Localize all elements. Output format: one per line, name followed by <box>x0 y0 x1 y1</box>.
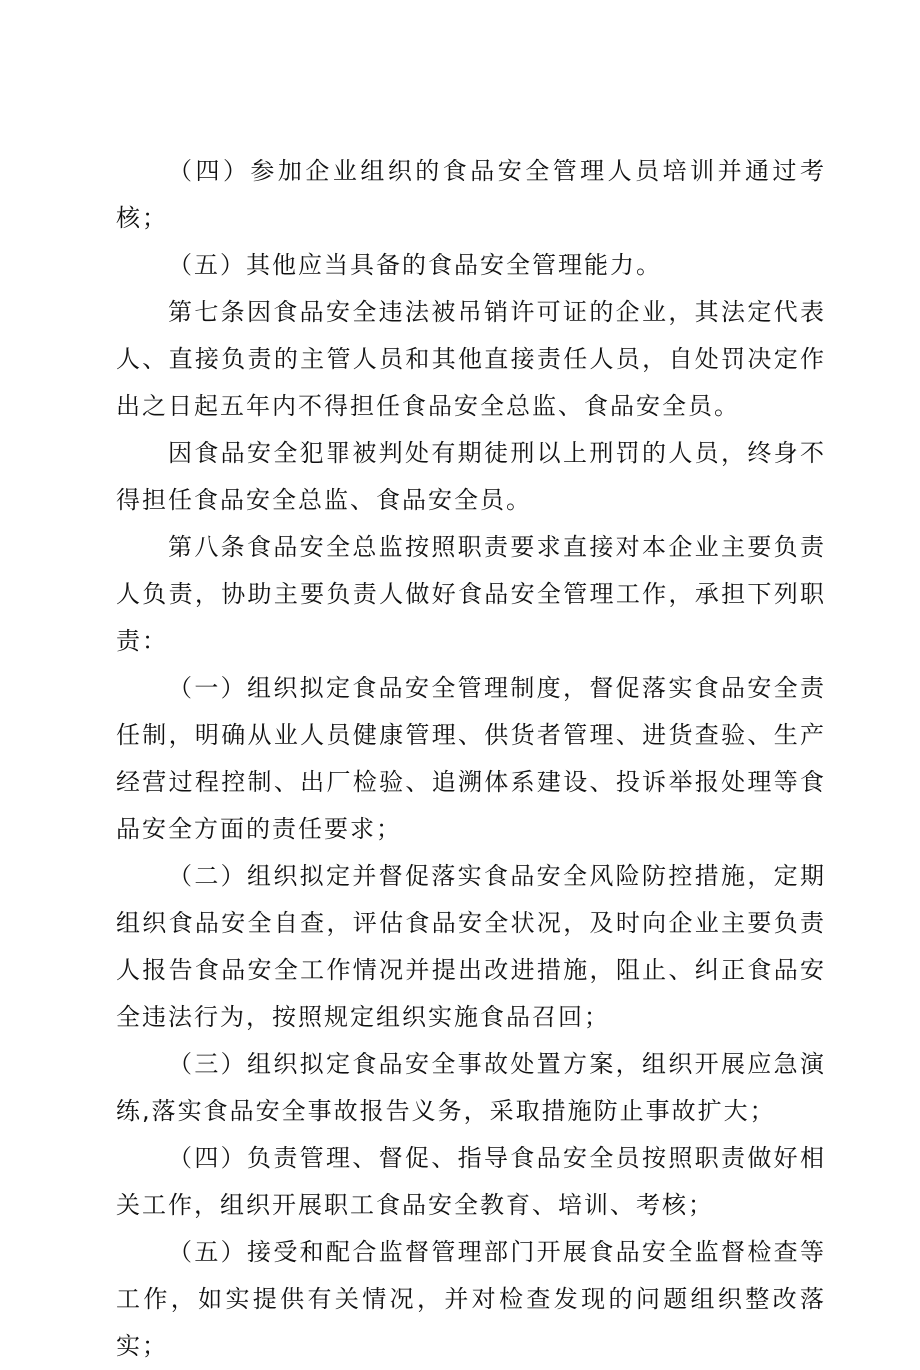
article-8-paragraph: 第八条食品安全总监按照职责要求直接对本企业主要负责人负责，协助主要负责人做好食品安全管理工作，承担下列职责： <box>116 533 826 655</box>
duty-item-3: （三）组织拟定食品安全事故处置方案，组织开展应急演练,落实食品安全事故报告义务，采取措施防止事故扩大； <box>116 1050 826 1125</box>
duty-item-1: （一）组织拟定食品安全管理制度，督促落实食品安全责任制，明确从业人员健康管理、供货者管理、进货查验、生产经营过程控制、出厂检验、追溯体系建设、投诉举报处理等食品安全方面的责任要求； <box>116 674 826 843</box>
duty-item-2: （二）组织拟定并督促落实食品安全风险防控措施，定期组织食品安全自查，评估食品安全状况，及时向企业主要负责人报告食品安全工作情况并提出改进措施，阻止、纠正食品安全违法行为，按照规定组织实施食品召回； <box>116 862 826 1031</box>
paragraph: 因食品安全犯罪被判处有期徒刑以上刑罚的人员，终身不得担任食品安全总监、食品安全员。 <box>116 439 826 514</box>
duty-item-4: （四）负责管理、督促、指导食品安全员按照职责做好相关工作，组织开展职工食品安全教育、培训、考核； <box>116 1144 826 1219</box>
article-7-paragraph: 第七条因食品安全违法被吊销许可证的企业，其法定代表人、直接负责的主管人员和其他直接责任人员，自处罚决定作出之日起五年内不得担任食品安全总监、食品安全员。 <box>116 298 826 420</box>
paragraph: （五）其他应当具备的食品安全管理能力。 <box>168 251 662 279</box>
duty-item-5: （五）接受和配合监督管理部门开展食品安全监督检查等工作，如实提供有关情况，并对检查发现的问题组织整改落实； <box>116 1238 826 1360</box>
paragraph: （四）参加企业组织的食品安全管理人员培训并通过考核； <box>116 157 826 232</box>
document-body <box>116 148 826 1370</box>
